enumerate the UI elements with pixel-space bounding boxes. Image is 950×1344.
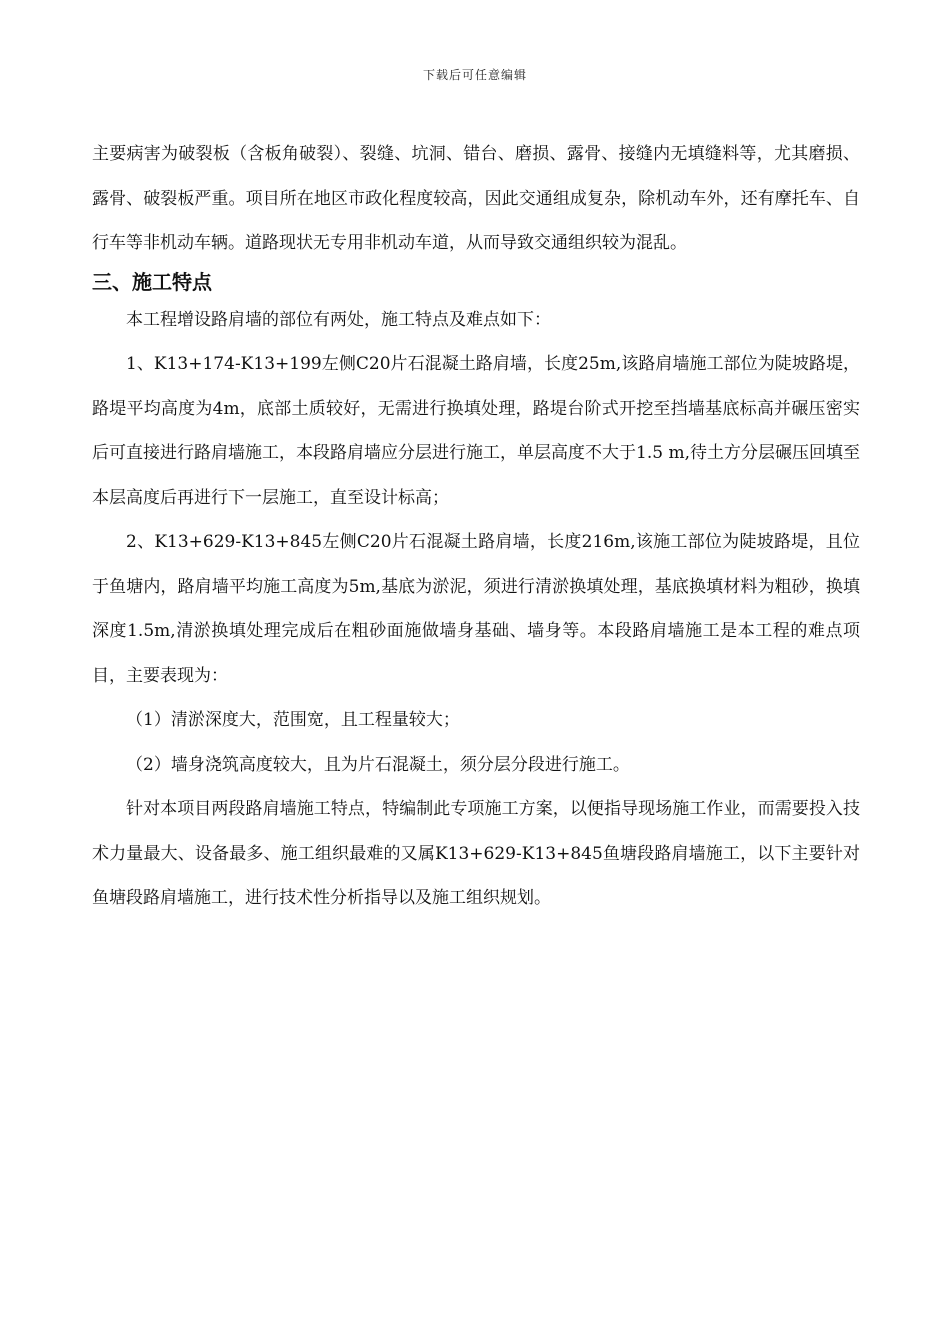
difficulty-list-item: （1）清淤深度大，范围宽，且工程量较大；: [126, 710, 460, 730]
difficulty-list-item: （2）墙身浇筑高度较大，且为片石混凝土，须分层分段进行施工。: [126, 754, 630, 775]
closing-paragraph: 针对本项目两段路肩墙施工特点，特编制此专项施工方案，以便指导现场施工作业，而需要投入技术力量最大、设备最多、施工组织最难的又属K13+629-K13+845鱼塘段路肩墙施工，以下主要针对鱼塘段路肩墙施工，进行技术性分析指导以及施工组织规划。: [92, 799, 860, 908]
wall-section-2-paragraph: 2、K13+629-K13+845左侧C20片石混凝土路肩墙，长度216m,该施工部位为陡坡路堤，且位于鱼塘内，路肩墙平均施工高度为5m,基底为淤泥，须进行清淤换填处理，基底换填材料为粗砂，换填深度1.5m,清淤换填处理完成后在粗砂面施做墙身基础、墙身等。本段路肩墙施工是本工程的难点项目，主要表现为：: [92, 532, 860, 686]
section-heading: 三、施工特点: [92, 269, 212, 294]
intro-paragraph: 主要病害为破裂板（含板角破裂）、裂缝、坑洞、错台、磨损、露骨、接缝内无填缝料等，尤其磨损、露骨、破裂板严重。项目所在地区市政化程度较高，因此交通组成复杂，除机动车外，还有摩托车、自行车等非机动车辆。道路现状无专用非机动车道，从而导致交通组织较为混乱。: [92, 144, 860, 253]
page-header-note: 下载后可任意编辑: [422, 68, 527, 82]
wall-section-1-paragraph: 1、K13+174-K13+199左侧C20片石混凝土路肩墙，长度25m,该路肩墙施工部位为陡坡路堤，路堤平均高度为4m，底部土质较好，无需进行换填处理，路堤台阶式开挖至挡墙基底标高并碾压密实后可直接进行路肩墙施工，本段路肩墙应分层进行施工，单层高度不大于1.5 m,待土方分层碾压回填至本层高度后再进行下一层施工，直至设计标高；: [92, 354, 860, 508]
overview-paragraph: 本工程增设路肩墙的部位有两处，施工特点及难点如下：: [126, 309, 551, 330]
document-body: [92, 132, 860, 921]
